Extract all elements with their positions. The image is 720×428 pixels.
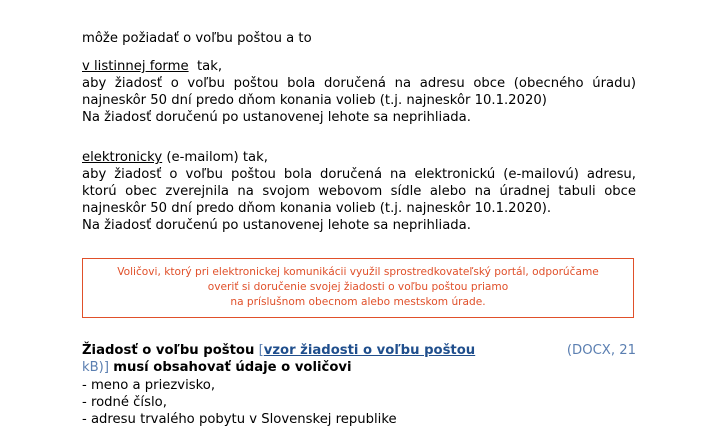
intro-text: môže požiadať o voľbu poštou a to xyxy=(82,31,312,46)
electronic-suffix: (e-mailom) tak, xyxy=(166,150,268,165)
electronic-line-2: ktorú obec zverejnila na svojom webovom sídle alebo na úradnej tabuli obce xyxy=(82,184,636,199)
file-info-size: kB) xyxy=(82,360,104,375)
bracket-close: ] xyxy=(103,360,109,375)
electronic-line-4: Na žiadosť doručenú po ustanovenej lehote sa neprihliada. xyxy=(82,218,471,233)
notice-line-3: na príslušnom obecnom alebo mestskom úrade. xyxy=(230,296,486,308)
paper-form-label: v listinnej forme xyxy=(82,59,189,74)
must-contain-text: musí obsahovať údaje o voličovi xyxy=(113,360,352,375)
application-template-link[interactable]: vzor žiadosti o voľbu poštou xyxy=(263,343,476,358)
notice-line-1: Voličovi, ktorý pri elektronickej komunikácii využil sprostredkovateľský portál, odporúčame xyxy=(117,266,599,278)
paper-form-heading xyxy=(82,58,222,75)
electronic-label: elektronicky xyxy=(82,150,163,165)
file-info: (DOCX, 21 xyxy=(566,343,636,358)
bracket-open: [ xyxy=(258,343,264,358)
application-heading xyxy=(82,342,636,376)
paper-form-line-3: Na žiadosť doručenú po ustanovenej lehote sa neprihliada. xyxy=(82,110,471,125)
electronic-heading xyxy=(82,149,268,166)
required-items-list xyxy=(82,377,397,428)
portal-notice-box xyxy=(82,258,634,318)
electronic-line-1: aby žiadosť o voľbu poštou bola doručená na elektronickú (e-mailovú) adresu, xyxy=(82,167,636,182)
list-item: - meno a priezvisko, xyxy=(82,378,216,393)
paper-form-line-2: najneskôr 50 dní predo dňom konania volieb (t.j. najneskôr 10.1.2020) xyxy=(82,93,547,108)
paper-form-line-1: aby žiadosť o voľbu poštou bola doručená na adresu obce (obecného úradu) xyxy=(82,76,636,91)
list-item: - adresu trvalého pobytu v Slovenskej republike xyxy=(82,412,397,427)
electronic-line-3: najneskôr 50 dní predo dňom konania volieb (t.j. najneskôr 10.1.2020). xyxy=(82,201,552,216)
notice-line-2: overiť si doručenie svojej žiadosti o voľbu poštou priamo xyxy=(207,281,509,293)
list-item: - rodné číslo, xyxy=(82,395,167,410)
application-title: Žiadosť o voľbu poštou xyxy=(82,343,255,358)
paper-form-suffix: tak, xyxy=(196,59,223,74)
